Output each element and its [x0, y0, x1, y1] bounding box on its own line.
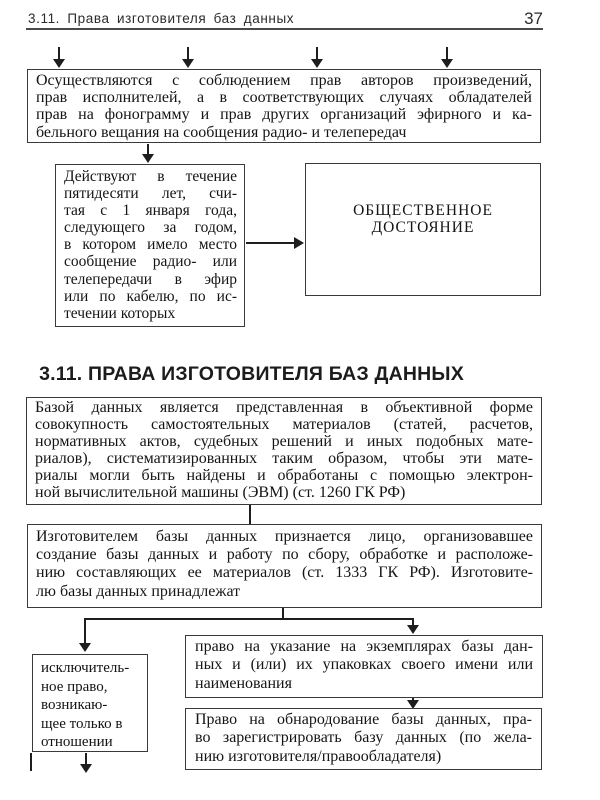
exclusive-right-side-connector [30, 753, 32, 771]
text-line: ной вычислительной машины (ЭВМ) (ст. 1260 ГК РФ) [35, 483, 406, 501]
text-line: Осуществляются с соблюдением прав авторов произведений, [36, 72, 532, 89]
text-line: риалов), систематизированных таким образом, чтобы эти мате- [35, 449, 533, 467]
page-number: 37 [524, 9, 543, 28]
text-line: нию изготовителя/правообладателя) [195, 747, 442, 765]
text-line: лю базы данных принадлежат [36, 582, 241, 600]
text-line: исключитель- [41, 660, 130, 676]
text-line: создание базы данных и работу по сбору, обработке и расположе- [36, 546, 533, 564]
text-line: нормативных актов, судебных решений и иных подобных мате- [35, 432, 533, 450]
text-line: нию составляющих ее материалов (ст. 1333 ГК РФ). Изготовите- [36, 564, 533, 582]
text-line: право на указание на экземплярах базы дан- [195, 638, 533, 655]
flow-box-publication-right [185, 708, 542, 770]
text-line: ДОСТОЯНИЕ [371, 219, 475, 236]
text-line: пятидесяти лет, счи- [64, 185, 237, 203]
text-line: телепередачи в эфир [64, 270, 237, 288]
text-line: бельного вещания на сообщения радио- и телепередач [36, 123, 407, 141]
text-line: тая с 1 января года, [64, 202, 237, 220]
text-line: во зарегистрировать базу данных (по жела- [195, 729, 532, 747]
branch-right-arrow-head-icon [407, 625, 419, 634]
running-header-title: 3.11. Права изготовителя баз данных [28, 11, 295, 26]
top-arrow-head-2-icon [182, 59, 194, 68]
text-line: прав исполнителей, а в соответствующих случаях обладателей [36, 89, 532, 107]
text-line: возникаю- [41, 697, 108, 713]
branch-horizontal-line [84, 618, 414, 620]
text-line: риалы могли быть найдены и обработаны с помощью электрон- [35, 466, 533, 484]
top-arrow-head-4-icon [441, 59, 453, 68]
text-line: Право на обнародование базы данных, пра- [195, 711, 532, 728]
text-line: следующего за годом, [64, 219, 237, 237]
text-line: в котором имело место [64, 236, 237, 254]
section-heading: 3.11. ПРАВА ИЗГОТОВИТЕЛЯ БАЗ ДАННЫХ [39, 363, 464, 385]
top-arrow-head-3-icon [311, 59, 323, 68]
text-line: щее только в [41, 715, 123, 732]
connector-definition-to-producer [249, 505, 251, 524]
exclusive-right-down-arrow-head-icon [80, 764, 92, 773]
header-rule [26, 28, 543, 30]
branch-left-arrow-stem [84, 618, 86, 644]
text-line: Базой данных является представленная в объективной форме [35, 399, 533, 416]
text-line: ОБЩЕСТВЕННОЕ [353, 202, 493, 219]
flow-box-duration [55, 164, 245, 327]
branch-left-arrow-head-icon [79, 643, 91, 652]
text-line: отношении [41, 734, 113, 750]
flow-box-public-domain [305, 163, 541, 296]
text-line: Действуют в течение [64, 168, 237, 185]
text-line: ных и (или) их упаковках своего имени или [195, 656, 533, 674]
arrow-stem-duration-to-public-domain [246, 242, 296, 244]
text-line: течении которых [64, 304, 176, 322]
text-line: Изготовителем базы данных признается лицо, организовавшее [36, 528, 533, 545]
text-line: ное право, [41, 678, 108, 695]
top-arrow-head-1-icon [53, 59, 65, 68]
text-line: совокупность самостоятельных материалов (статей, расчетов, [35, 415, 533, 433]
flow-box-compliance [27, 69, 541, 143]
flow-box-exclusive-right [32, 654, 148, 752]
flow-box-name-indication-right [185, 635, 543, 698]
text-line: прав на фонограмму и прав других организаций эфирного и ка- [36, 106, 532, 124]
arrow-head-duration-to-public-domain-icon [294, 237, 304, 249]
text-line: наименования [195, 674, 292, 692]
flow-box-database-definition [26, 397, 542, 505]
arrow-head-compliance-to-duration-icon [142, 154, 154, 163]
text-line: сообщение радио- или [64, 253, 237, 271]
flow-box-producer-definition [27, 524, 542, 608]
text-line: или по кабелю, по ис- [64, 287, 237, 305]
